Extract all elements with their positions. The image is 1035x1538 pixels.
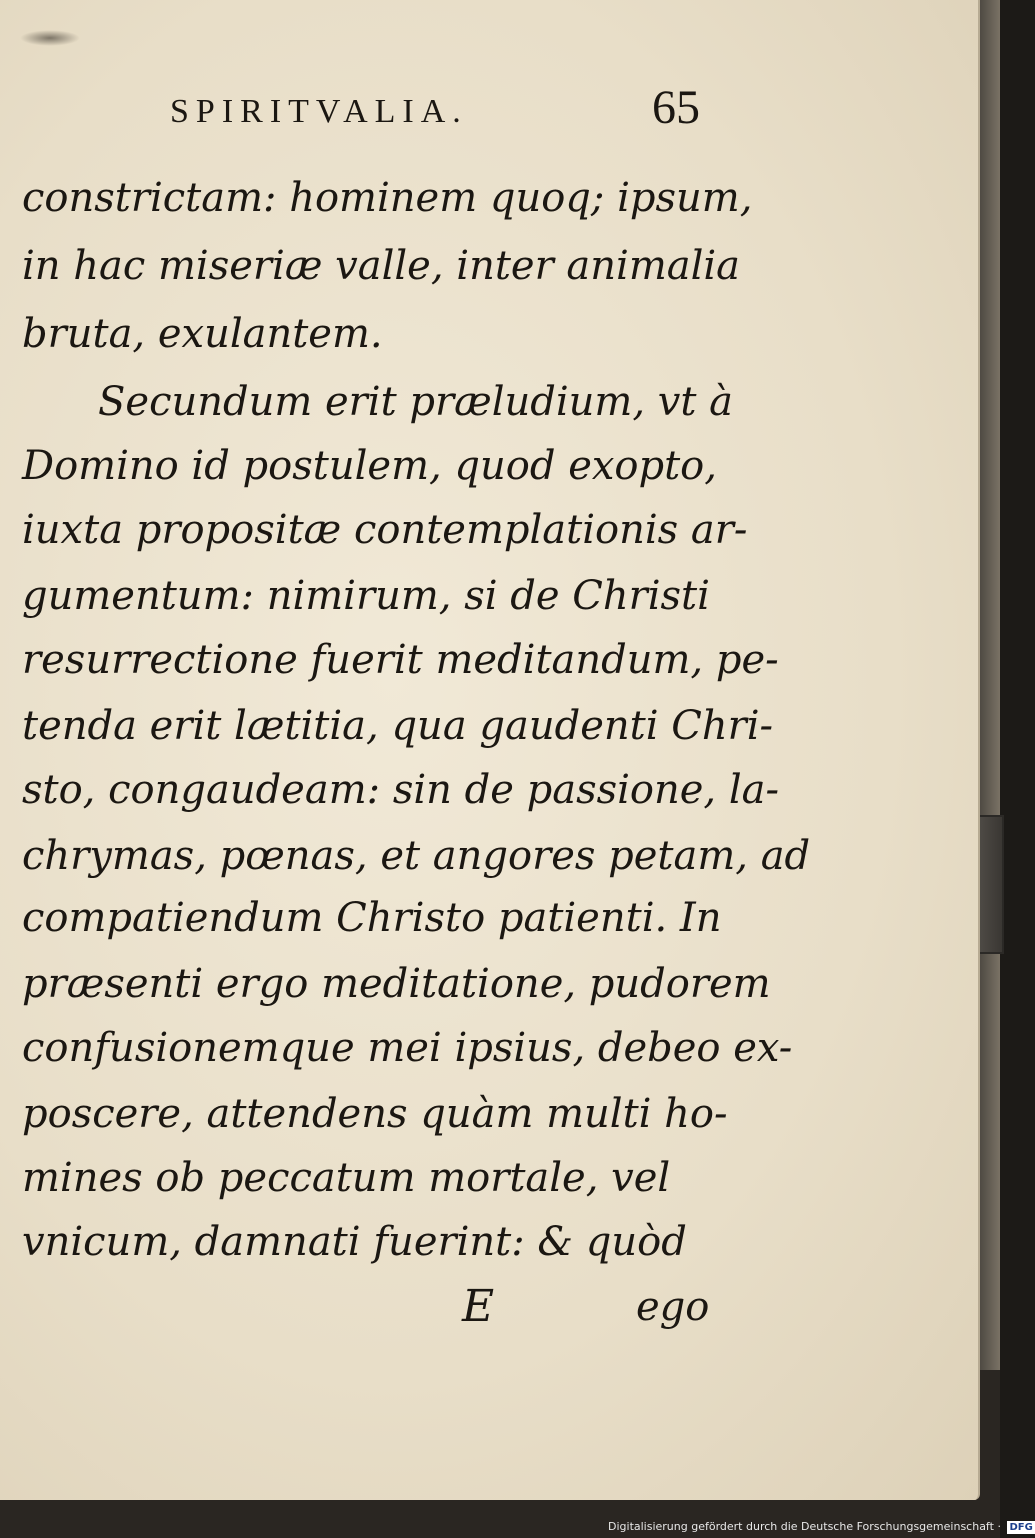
text-line: chrymas, pœnas, et angores petam, ad	[22, 833, 811, 879]
running-head: SPIRITVALIA.	[170, 93, 468, 130]
text-line: compatiendum Christo patienti. In	[22, 895, 722, 941]
text-line: mines ob peccatum mortale, vel	[22, 1155, 671, 1201]
signature-mark: E	[462, 1281, 495, 1332]
text-line: præsenti ergo meditatione, pudorem	[22, 961, 771, 1007]
separator: ·	[997, 1520, 1005, 1533]
text-line: Secundum erit præludium, vt à	[98, 379, 734, 425]
text-line: iuxta propositæ contemplationis ar-	[22, 507, 748, 553]
credit-text: Digitalisierung gefördert durch die Deutsche Forschungsgemeinschaft	[608, 1520, 994, 1533]
page-number: 65	[652, 81, 700, 134]
text-line: vnicum, damnati fuerint: & quòd	[22, 1219, 687, 1265]
dfg-logo-icon: DFG	[1009, 1522, 1033, 1533]
text-line: constrictam: hominem quoq; ipsum,	[22, 175, 753, 221]
text-line: bruta, exulantem.	[22, 311, 383, 357]
text-line: tenda erit lætitia, qua gaudenti Chri-	[22, 703, 774, 749]
text-line: sto, congaudeam: sin de passione, la-	[22, 767, 780, 813]
text-line: Domino id postulem, quod exopto,	[22, 443, 717, 489]
catchword: ego	[636, 1284, 710, 1330]
text-line: poscere, attendens quàm multi ho-	[22, 1091, 728, 1137]
text-line: resurrectione fuerit meditandum, pe-	[22, 637, 779, 683]
digitization-credit	[608, 1519, 1033, 1535]
text-line: confusionemque mei ipsius, debeo ex-	[22, 1025, 793, 1071]
text-line: gumentum: nimirum, si de Christi	[22, 573, 710, 619]
text-line: in hac miseriæ valle, inter animalia	[22, 243, 741, 289]
